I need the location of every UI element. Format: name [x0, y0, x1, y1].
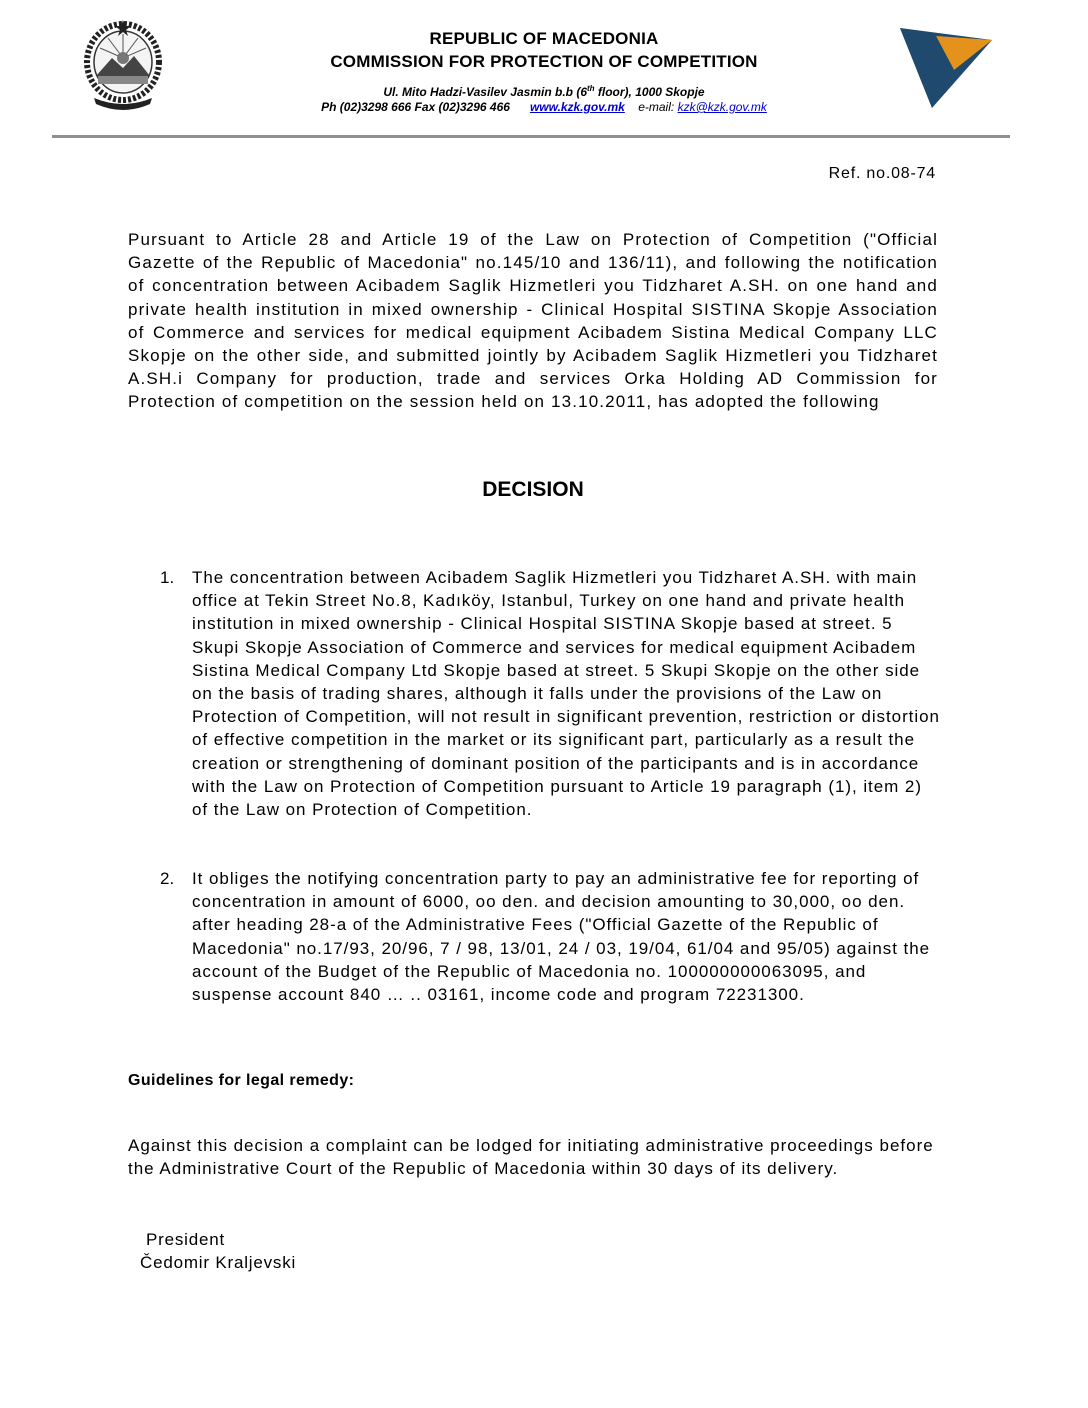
website-link[interactable]: www.kzk.gov.mk	[529, 100, 625, 114]
reference-number: Ref. no.08-74	[828, 165, 936, 182]
email-label: e-mail:	[638, 100, 675, 114]
coat-of-arms-emblem-icon	[80, 18, 166, 114]
list-item-number: 1.	[160, 568, 175, 587]
signature-title: President	[146, 1230, 226, 1249]
signature-name: Čedomir Kraljevski	[140, 1253, 297, 1272]
preamble-paragraph: Pursuant to Article 28 and Article 19 of the Law on Protection of Competition ("Official Gazette of the Republic of Macedonia" no.145/10 and 136/11), and following the notification of concentration between Acibadem Saglik Hizmetleri you Tidzharet A.SH. on one hand and private health institution in mixed ownership - Clinical Hospital SISTINA Skopje Association of Commerce and services for medical equipment Acibadem Sistina Medical Company LLC Skopje on the other side, and submitted jointly by Acibadem Saglik Hizmetleri you Tidzharet A.SH.i Company for production, trade and services Orka Holding AD Commission for Protection of competition on the session held on 13.10.2011, has adopted the following	[128, 230, 938, 412]
decision-title: DECISION	[482, 478, 584, 501]
list-item-number: 2.	[160, 869, 175, 888]
phone-fax: Ph (02)3298 666 Fax (02)3296 466	[321, 100, 510, 114]
header-title-line1: REPUBLIC OF MACEDONIA	[429, 29, 659, 48]
header-contacts	[240, 98, 848, 116]
address-text-end: floor), 1000 Skopje	[594, 85, 705, 99]
address-text-start: Ul. Mito Hadzi-Vasilev Jasmin b.b (6	[383, 85, 587, 99]
header-divider	[52, 135, 1010, 138]
email-link[interactable]: kzk@kzk.gov.mk	[677, 100, 767, 114]
decision-item-1: The concentration between Acibadem Saglik Hizmetleri you Tidzharet A.SH. with main office at Tekin Street No.8, Kadıköy, Istanbul, Turkey on one hand and private health institution in mixed ownership - Clinical Hospital SISTINA Skopje based at street. 5 Skupi Skopje Association of Commerce and services for medical equipment Acibadem Sistina Medical Company Ltd Skopje based at street. 5 Skupi Skopje on the other side on the basis of trading shares, although it falls under the provisions of the Law on Protection of Competition, will not result in significant prevention, restriction or distortion of effective competition in the market or its significant part, particularly as a result the creation or strengthening of dominant position of the participants and is in accordance with the Law on Protection of Competition pursuant to Article 19 paragraph (1), item 2) of the Law on Protection of Competition.	[192, 568, 940, 820]
guidelines-paragraph: Against this decision a complaint can be lodged for initiating administrative proceedings before the Administrative Court of the Republic of Macedonia within 30 days of its delivery.	[128, 1136, 934, 1179]
decision-item-2: It obliges the notifying concentration party to pay an administrative fee for reporting of concentration in amount of 6000, oo den. and decision amounting to 30,000, oo den. after heading 28-a of the Administrative Fees ("Official Gazette of the Republic of Macedonia" no.17/93, 20/96, 7 / 98, 13/01, 24 / 03, 19/04, 61/04 and 95/05) against the account of the Budget of the Republic of Macedonia no. 100000000063095, and suspense account 840 … .. 03161, income code and program 72231300.	[192, 869, 931, 1005]
triangle-logo-icon	[896, 24, 998, 110]
guidelines-heading: Guidelines for legal remedy:	[128, 1072, 355, 1089]
address-floor-sup: th	[587, 84, 595, 93]
header-title-line2: COMMISSION FOR PROTECTION OF COMPETITION	[330, 52, 758, 71]
